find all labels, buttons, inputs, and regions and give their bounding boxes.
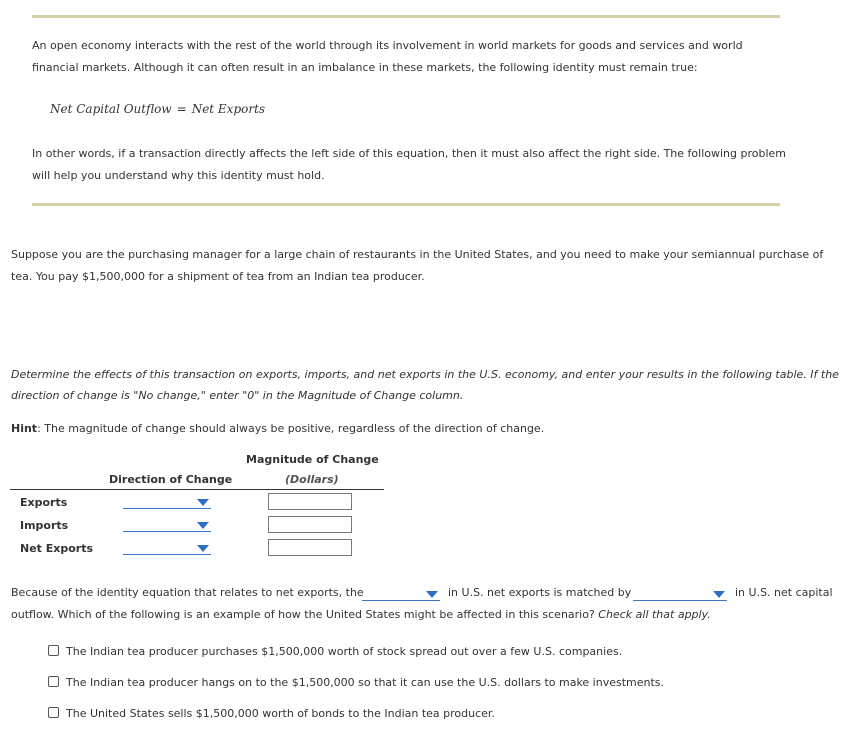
option-1-checkbox[interactable]	[48, 645, 59, 656]
chevron-down-icon	[426, 591, 438, 598]
scenario-line-2: tea. You pay $1,500,000 for a shipment of tea from an Indian tea producer.	[11, 270, 425, 283]
equation-right-term: Net Exports	[191, 102, 266, 116]
question-part-1: Because of the identity equation that relates to net exports, the	[11, 586, 364, 599]
row-label-net-exports: Net Exports	[20, 542, 94, 555]
top-divider	[32, 15, 780, 18]
question-line-2-text: outflow. Which of the following is an example of how the United States might be affected in this scenario?	[11, 608, 595, 621]
question-part-2: in U.S. net exports is matched by	[448, 586, 632, 599]
row-label-exports: Exports	[20, 496, 68, 509]
chevron-down-icon	[197, 545, 209, 552]
question-part-3: in U.S. net capital	[735, 586, 833, 599]
imports-direction-dropdown[interactable]	[123, 517, 211, 532]
intro-line-2: financial markets. Although it can often result in an imbalance in these markets, the following identity must remain true:	[32, 61, 698, 74]
table-header-rule	[10, 489, 384, 490]
net-capital-outflow-change-dropdown[interactable]	[633, 586, 727, 601]
check-all-instruction: Check all that apply.	[594, 608, 711, 621]
intro-line-4: will help you understand why this identity must hold.	[32, 169, 325, 182]
net-exports-change-dropdown[interactable]	[362, 586, 440, 601]
col-header-direction: Direction of Change	[109, 473, 233, 486]
hint-label: Hint	[11, 422, 38, 435]
net-exports-direction-dropdown[interactable]	[123, 540, 211, 555]
instructions-line-2: direction of change is "No change," enter "0" in the Magnitude of Change column.	[11, 389, 464, 402]
scenario-line-1: Suppose you are the purchasing manager for a large chain of restaurants in the United States, and you need to make your semiannual purchase of	[11, 248, 824, 261]
intro-line-3: In other words, if a transaction directly affects the left side of this equation, then it must also affect the right side. The following problem	[32, 147, 786, 160]
option-2-checkbox[interactable]	[48, 676, 59, 687]
exports-direction-dropdown[interactable]	[123, 494, 211, 509]
bottom-divider	[32, 203, 780, 206]
imports-magnitude-input[interactable]	[268, 516, 352, 533]
equation-left-term: Net Capital Outflow	[50, 102, 172, 116]
option-3-checkbox[interactable]	[48, 707, 59, 718]
hint	[11, 418, 544, 440]
option-1-label[interactable]: The Indian tea producer purchases $1,500,000 worth of stock spread out over a few U.S. companies.	[66, 645, 623, 658]
net-exports-magnitude-input[interactable]	[268, 539, 352, 556]
col-header-magnitude: Magnitude of Change	[246, 453, 379, 466]
instructions-line-1: Determine the effects of this transaction on exports, imports, and net exports in the U.S. economy, and enter your results in the following table. If the	[11, 368, 839, 381]
row-label-imports: Imports	[20, 519, 69, 532]
col-header-magnitude-unit: (Dollars)	[285, 473, 339, 486]
chevron-down-icon	[713, 591, 725, 598]
equation-equals: =	[176, 102, 187, 116]
chevron-down-icon	[197, 522, 209, 529]
intro-line-1: An open economy interacts with the rest of the world through its involvement in world markets for goods and services and world	[32, 39, 743, 52]
exports-magnitude-input[interactable]	[268, 493, 352, 510]
option-2-label[interactable]: The Indian tea producer hangs on to the $1,500,000 so that it can use the U.S. dollars to make investments.	[66, 676, 665, 689]
chevron-down-icon	[197, 499, 209, 506]
hint-text: : The magnitude of change should always be positive, regardless of the direction of change.	[37, 422, 545, 435]
question-line-2	[11, 604, 711, 626]
identity-equation	[50, 102, 265, 116]
option-3-label[interactable]: The United States sells $1,500,000 worth of bonds to the Indian tea producer.	[66, 707, 495, 720]
